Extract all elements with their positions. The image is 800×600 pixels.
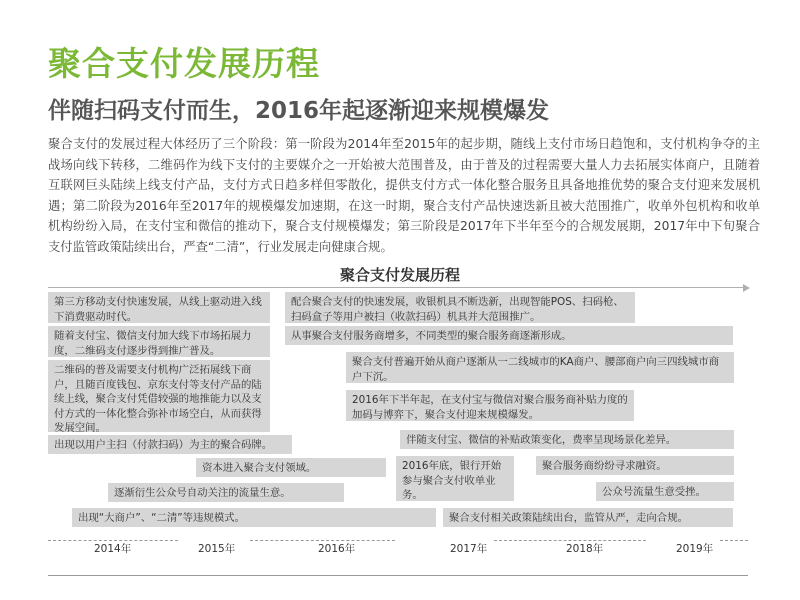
event-box: 聚合服务商纷纷寻求融资。	[536, 456, 734, 475]
event-box: 聚合支付普遍开始从商户逐渐从一二线城市的KA商户、腰部商户向三四线城市商户下沉。	[346, 352, 734, 383]
event-box: 2016年底，银行开始参与聚合支付收单业务。	[396, 456, 514, 501]
page-subtitle: 伴随扫码支付而生，2016年起逐渐迎来规模爆发	[48, 98, 550, 124]
event-box: 公众号流量生意受挫。	[596, 482, 734, 501]
timeline-arrow	[48, 287, 748, 288]
event-box: 资本进入聚合支付领域。	[196, 458, 386, 477]
event-box: 出现“大商户”、“二清”等违规模式。	[72, 508, 436, 527]
page-title: 聚合支付发展历程	[48, 44, 320, 83]
event-box: 二维码的普及需要支付机构广泛拓展线下商户，且随百度钱包、京东支付等支付产品的陆续上线，聚合支付凭借较强的地推能力以及支付方式的一体化整合弥补市场空白，从而获得发展空间。	[48, 360, 270, 432]
event-box: 出现以用户主扫（付款扫码）为主的聚合码牌。	[48, 435, 292, 454]
event-box: 逐渐衍生公众号自动关注的流量生意。	[108, 483, 344, 502]
year-axis-segment	[720, 540, 748, 541]
year-label: 2016年	[318, 543, 356, 555]
event-box: 随着支付宝、微信支付加大线下市场拓展力度，二维码支付逐步得到推广普及。	[48, 326, 270, 357]
event-box: 配合聚合支付的快速发展，收银机具不断迭新，出现智能POS、扫码枪、扫码盒子等用户被扫（收款扫码）机具并大范围推广。	[285, 292, 635, 323]
year-label: 2017年	[450, 543, 488, 555]
event-box: 从事聚合支付服务商增多，不同类型的聚合服务商逐渐形成。	[285, 326, 733, 345]
diagram-title: 聚合支付发展历程	[339, 266, 460, 284]
event-box: 2016年下半年起，在支付宝与微信对聚合服务商补贴力度的加码与博弈下，聚合支付迎来规模爆发。	[346, 390, 634, 421]
year-label: 2015年	[198, 543, 236, 555]
event-box: 聚合支付相关政策陆续出台，监管从严，走向合规。	[443, 508, 733, 527]
year-label: 2018年	[566, 543, 604, 555]
year-label: 2014年	[94, 543, 132, 555]
event-box: 第三方移动支付快速发展，从线上驱动进入线下消费驱动时代。	[48, 292, 270, 323]
intro-paragraph: 聚合支付的发展过程大体经历了三个阶段：第一阶段为2014年至2015年的起步期，随线上支付市场日趋饱和，支付机构争夺的主战场向线下转移，二维码作为线下支付的主要媒介之一开始被大范围普及，由于普及的过程需要大量人力去拓展实体商户，且随着互联网巨头陆续上线支付产品，支付方式日趋多样但零散化，提供支付方式一体化整合服务且具备地推优势的聚合支付迎来发展机遇；第二阶段为2016年至2017年的规模爆发加速期，在这一时期，聚合支付产品快速迭新且被大范围推广，收单外包机构和收单机构纷纷入局，在支付宝和微信的推动下，聚合支付规模爆发；第三阶段是2017年下半年至今的合规发展期，2017年中下旬聚合支付监管政策陆续出台，严查“二清”，行业发展走向健康合规。	[48, 137, 760, 254]
bottom-rule	[48, 575, 748, 576]
event-box: 伴随支付宝、微信的补贴政策变化，费率呈现场景化差异。	[400, 430, 734, 449]
year-label: 2019年	[676, 543, 714, 555]
